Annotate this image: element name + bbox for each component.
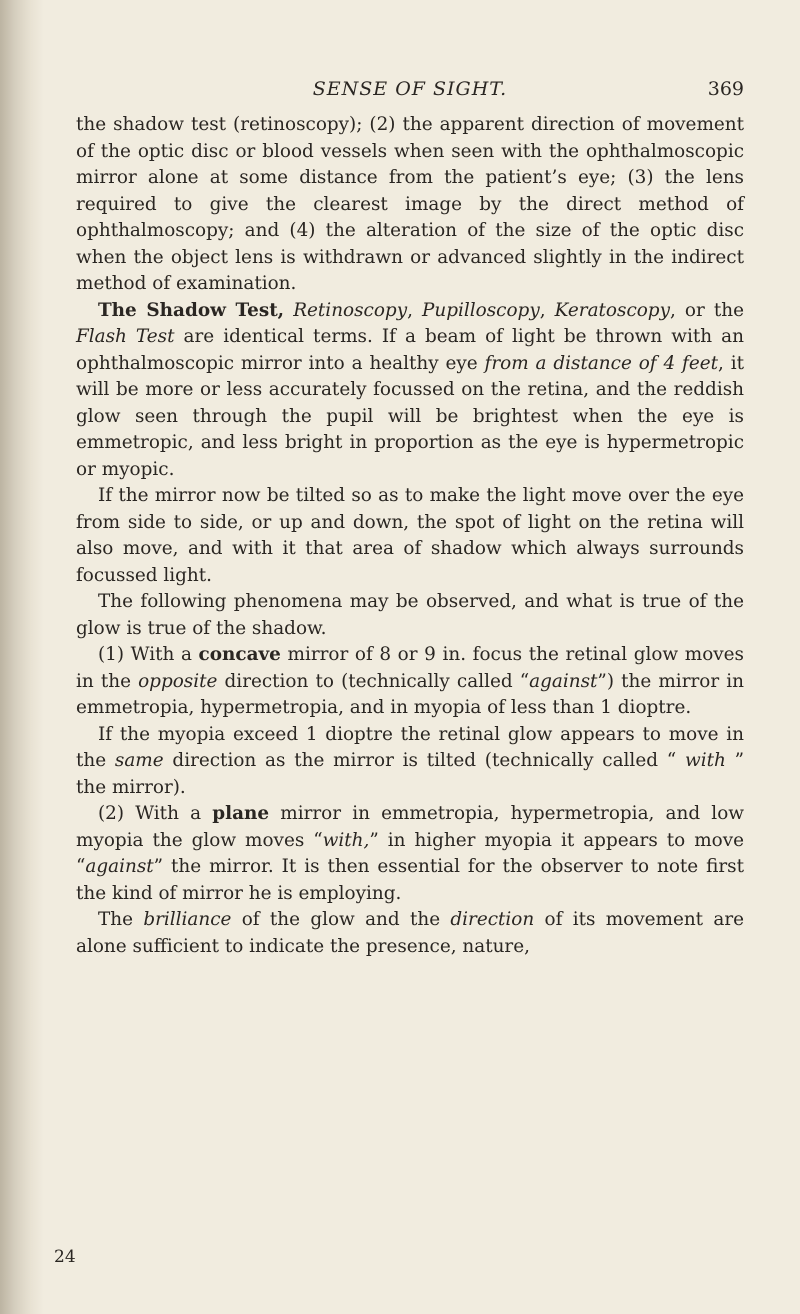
running-title: SENSE OF SIGHT.: [312, 78, 508, 100]
term-concave: concave: [198, 644, 281, 665]
paragraph-1-text: the shadow test (retinoscopy); (2) the apparent direction of movement of the optic disc or blood vessels when seen with the ophthalmoscopic mirror alone at some distance from the patient’s eye; (3) the lens required to give the clearest image by the direct method of ophthalmoscopy; and (4) the alteration of the size of the optic disc when the object lens is withdrawn or advanced slightly in the indirect method of examination.: [76, 114, 744, 294]
text-run: ” the mirror).: [76, 750, 745, 798]
text-run: direction to (technically called “: [217, 670, 530, 692]
emphasis-against: against: [85, 856, 154, 877]
emphasis-with: with,: [322, 829, 370, 851]
text-run: , it will be more or less accurately focussed on the retina, and the reddish glow seen through the pupil will be brightest when the eye is emmetropic, and less bright in proportion as the eye is hypermetropic or myopic.: [76, 352, 744, 480]
emphasis-against: against: [529, 670, 598, 692]
term-retinoscopy: Retinoscopy: [293, 299, 408, 321]
body-text: [76, 112, 744, 960]
text-run: of its movement are alone sufficient to indicate the presence, nature,: [76, 909, 745, 957]
emphasis-distance: from a distance of 4 feet: [484, 352, 718, 374]
paragraph-1: [76, 112, 744, 298]
paragraph-3-text: If the mirror now be tilted so as to make the light move over the eye from side to side, or up and down, the spot of light on the retina will also move, and with it that area of shadow which always surrounds focussed light.: [76, 485, 744, 586]
paragraph-mirror-tilt: [76, 483, 744, 589]
text-run: direction as the mirror is tilted (technically called “: [163, 750, 685, 771]
emphasis-direction: direction: [450, 909, 535, 930]
term-flash-test: Flash Test: [76, 326, 175, 347]
paragraph-shadow-test: [76, 298, 744, 484]
term-plane: plane: [212, 803, 270, 824]
paragraph-brilliance: [76, 907, 744, 960]
paragraph-phenomena: [76, 589, 744, 642]
emphasis-opposite: opposite: [138, 670, 218, 692]
book-page: [76, 72, 744, 960]
text-run: of the glow and the: [231, 909, 451, 930]
book-spine-shadow: [0, 0, 44, 1314]
text-run: (2) With a: [98, 803, 213, 824]
text-run: ,: [539, 299, 555, 321]
paragraph-concave-mirror: [76, 642, 744, 722]
text-run: are identical terms. If a beam of light be thrown with an ophthalmoscopic mirror into a healthy eye: [76, 326, 744, 374]
emphasis-brilliance: brilliance: [143, 909, 232, 930]
text-run: The: [98, 909, 144, 930]
emphasis-with: with: [684, 750, 726, 771]
text-run: mirror in emmetropia, hypermetropia, and low myopia the glow moves “: [76, 803, 745, 851]
emphasis-same: same: [114, 750, 164, 771]
paragraph-plane-mirror: [76, 801, 744, 907]
running-head: [76, 72, 744, 112]
paragraph-myopia: [76, 722, 744, 802]
text-run: (1) With a: [98, 644, 199, 665]
term-keratoscopy: Keratoscopy: [554, 299, 670, 321]
page-number: 369: [707, 78, 744, 100]
section-lead: The Shadow Test,: [98, 299, 285, 321]
text-run: ”) the mirror in emmetropia, hypermetropia, and in myopia of less than 1 dioptre.: [76, 670, 744, 718]
text-run: , or the: [669, 299, 744, 321]
term-pupilloscopy: Pupilloscopy: [422, 299, 540, 321]
paragraph-4-text: The following phenomena may be observed, and what is true of the glow is true of the shadow.: [76, 591, 744, 639]
signature-mark: 24: [54, 1247, 76, 1267]
text-run: ,: [407, 299, 423, 321]
text-run: If the myopia exceed 1 dioptre the retinal glow appears to move in the: [76, 723, 744, 771]
text-run: ” in higher myopia it appears to move “: [76, 829, 744, 877]
text-run: mirror of 8 or 9 in. focus the retinal glow moves in the: [76, 644, 744, 692]
text-run: ” the mirror. It is then essential for the observer to note first the kind of mirror he is employing.: [76, 856, 744, 904]
